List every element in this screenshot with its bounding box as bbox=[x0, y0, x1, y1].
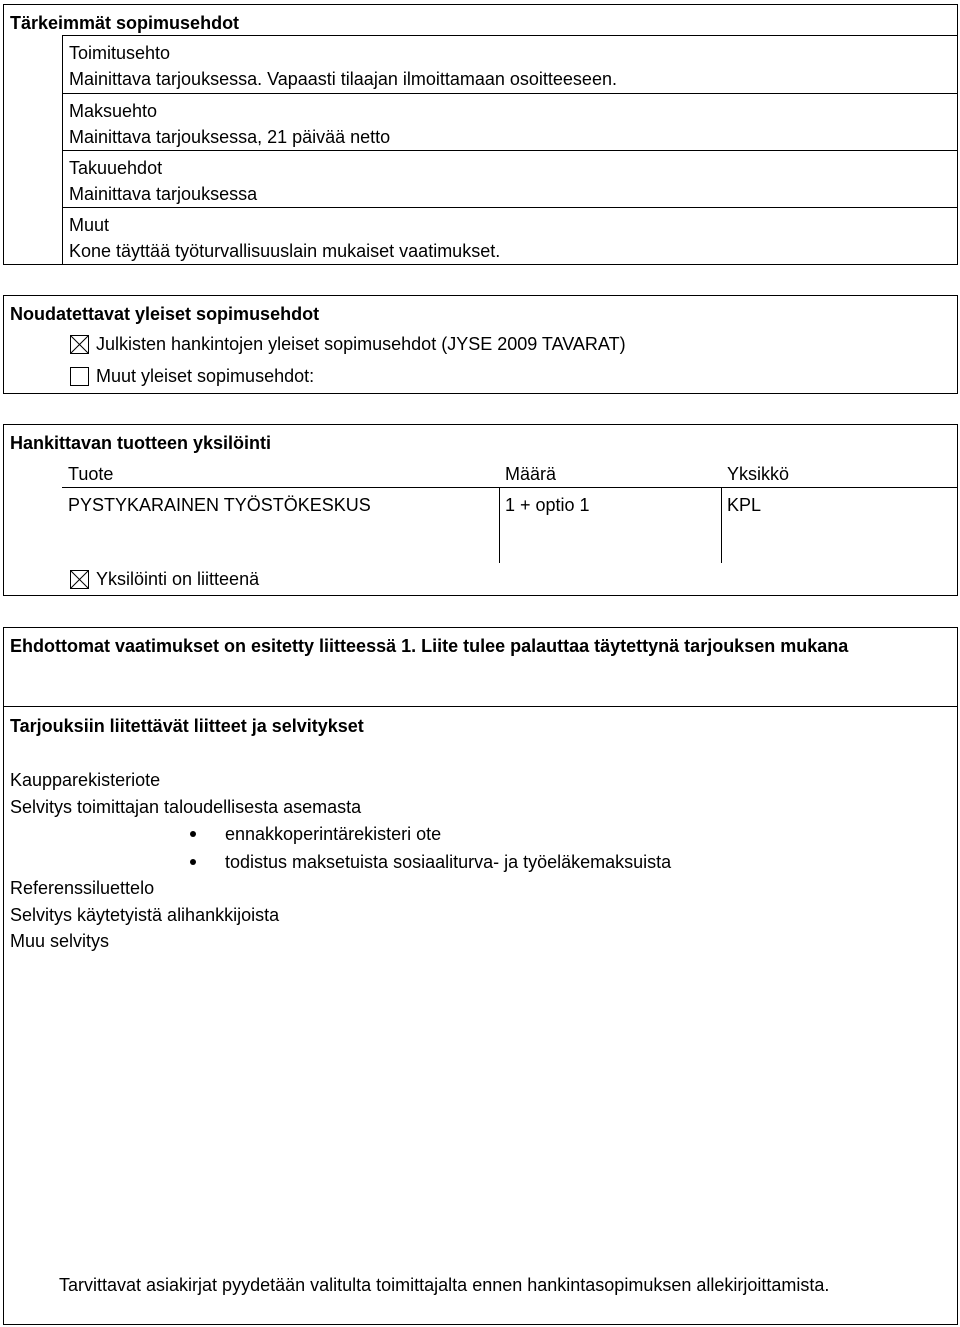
terms-list bbox=[62, 35, 958, 264]
jyse-option-label: Julkisten hankintojen yleiset sopimusehdot (JYSE 2009 TAVARAT) bbox=[96, 334, 626, 354]
other-terms-option[interactable] bbox=[70, 365, 314, 387]
requirements-section bbox=[3, 627, 958, 707]
bullet-icon bbox=[190, 859, 196, 865]
column-header-unit: Yksikkö bbox=[727, 464, 790, 484]
bullet-icon bbox=[190, 831, 196, 837]
term-label: Maksuehto bbox=[69, 101, 158, 121]
term-value: Mainittava tarjouksessa bbox=[69, 184, 258, 204]
main-terms-title: Tärkeimmät sopimusehdot bbox=[10, 13, 240, 33]
list-item: Kaupparekisteriote bbox=[10, 770, 161, 790]
cell-quantity: 1 + optio 1 bbox=[505, 495, 590, 515]
requirements-title: Ehdottomat vaatimukset on esitetty liitteessä 1. Liite tulee palauttaa täytettynä tarjouksen mukana bbox=[10, 636, 849, 656]
term-warranty bbox=[63, 150, 958, 207]
cell-unit: KPL bbox=[727, 495, 762, 515]
bullet-text: todistus maksetuista sosiaaliturva- ja työeläkemaksuista bbox=[225, 851, 672, 872]
bullet-text: ennakkoperintärekisteri ote bbox=[225, 824, 442, 844]
attachments-title: Tarjouksiin liitettävät liitteet ja selvitykset bbox=[10, 716, 364, 736]
term-value: Mainittava tarjouksessa. Vapaasti tilaajan ilmoittamaan osoitteeseen. bbox=[69, 69, 617, 89]
column-divider bbox=[721, 487, 722, 563]
product-title: Hankittavan tuotteen yksilöinti bbox=[10, 433, 272, 453]
attachments-list bbox=[10, 767, 671, 955]
empty-checkbox-icon[interactable] bbox=[70, 367, 89, 386]
term-delivery bbox=[63, 35, 958, 93]
column-divider bbox=[499, 487, 500, 563]
general-terms-title: Noudatettavat yleiset sopimusehdot bbox=[10, 304, 320, 324]
jyse-option[interactable] bbox=[70, 333, 626, 355]
checked-checkbox-icon[interactable] bbox=[70, 570, 89, 589]
main-terms-section bbox=[3, 4, 958, 265]
term-payment bbox=[63, 93, 958, 150]
term-value: Mainittava tarjouksessa, 21 päivää netto bbox=[69, 127, 391, 147]
list-item: Selvitys toimittajan taloudellisesta asemasta bbox=[10, 796, 362, 817]
product-section bbox=[3, 424, 958, 596]
column-header-product: Tuote bbox=[68, 464, 114, 484]
attachment-option[interactable] bbox=[70, 568, 259, 590]
list-item: Selvitys käytetyistä alihankkijoista bbox=[10, 904, 280, 925]
column-header-quantity: Määrä bbox=[505, 464, 557, 484]
product-table bbox=[62, 455, 958, 565]
general-terms-section bbox=[3, 295, 958, 394]
bullet-item bbox=[190, 849, 671, 876]
attachments-section bbox=[3, 706, 958, 1325]
bullet-item bbox=[190, 821, 671, 848]
term-other bbox=[63, 207, 958, 264]
checked-checkbox-icon[interactable] bbox=[70, 335, 89, 354]
list-item: Muu selvitys bbox=[10, 931, 110, 951]
term-label: Muut bbox=[69, 215, 110, 235]
term-label: Toimitusehto bbox=[69, 43, 171, 63]
list-item: Referenssiluettelo bbox=[10, 878, 155, 898]
attachment-option-label: Yksilöinti on liitteenä bbox=[96, 569, 260, 589]
cell-product: PYSTYKARAINEN TYÖSTÖKESKUS bbox=[68, 495, 371, 515]
other-terms-option-label: Muut yleiset sopimusehdot: bbox=[96, 366, 315, 386]
footer-note: Tarvittavat asiakirjat pyydetään valitulta toimittajalta ennen hankintasopimuksen allekirjoittamista. bbox=[59, 1275, 830, 1295]
term-value: Kone täyttää työturvallisuuslain mukaiset vaatimukset. bbox=[69, 241, 501, 261]
term-label: Takuuehdot bbox=[69, 158, 163, 178]
table-divider bbox=[62, 487, 958, 488]
